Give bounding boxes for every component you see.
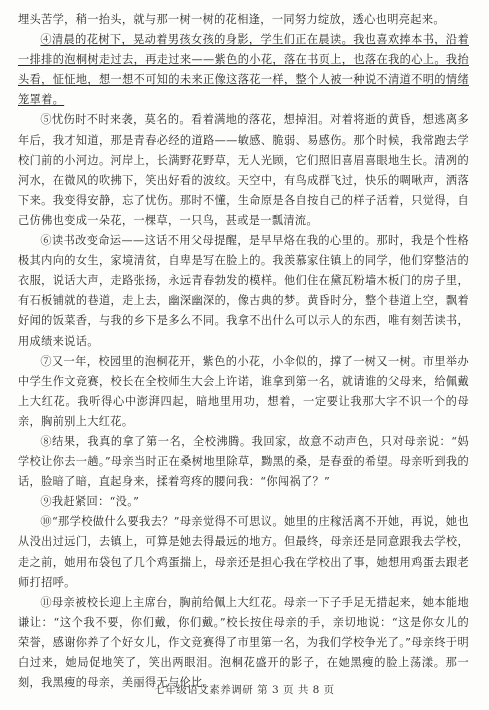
paragraph-text: ⑨我赶紧回：“没。” — [40, 495, 140, 509]
page-footer: 七年级语文素养调研 第 3 页 共 8 页 — [154, 684, 335, 696]
paragraph-6 — [18, 231, 469, 352]
paragraph-text: ⑧结果，我真的拿了第一名，全校沸腾。我回家，故意不动声色，只对母亲说：“妈学校让你去一趟。”母亲当时正在桑树地里除草，黝黑的桑，是春蚕的希望。母亲听到我的话，脸暗了暗，直起身来，揉着弯疼的腰问我：“你闯祸了？” — [18, 434, 469, 489]
paragraph-8 — [18, 432, 469, 492]
paragraph-text: ⑦又一年，校园里的泡桐花开，紫色的小花，小伞似的，撑了一树又一树。市里举办中学生作文竞赛，校长在全校师生大会上许诺，谁拿到第一名，就请谁的父母来，给佩戴上大红花。我听得心中澎湃四起，暗地里用功，想着，一定要让我那大字不识一个的母亲，胸前别上大红花。 — [18, 354, 469, 428]
paragraph-continued — [18, 10, 469, 30]
paragraph-4 — [18, 30, 469, 110]
paragraph-text: ⑥读书改变命运——这话不用父母提醒，是早早烙在我的心里的。那时，我是个性格极其内向的女生，家境清贫，自卑是写在脸上的。我羡慕家住镇上的同学，他们穿整洁的衣服，说话大声，走路张扬，永远青春勃发的模样。他们住在黛瓦粉墙木板门的房子里，有石板铺就的巷道，走上去，幽深幽深的，像古典的梦。黄昏时分，整个巷道上空，飘着好闻的饭菜香，与我的乡下是多么不同。我拿不出什么可以示人的东西，唯有刻苦读书，用成绩来说话。 — [18, 234, 469, 348]
reading-passage — [18, 10, 469, 693]
paragraph-text: ⑩“那学校做什么要我去？”母亲觉得不可思议。她里的庄稼活离不开她，再说，她也从没出过远门，去镇上，可算是她去得最远的地方。但最终，母亲还是同意跟我去学校，走之前，她用布袋包了几个鸡蛋揣上，母亲还是担心我在学校出了事，她想用鸡蛋去跟老师打招呼。 — [18, 515, 469, 589]
paragraph-10 — [18, 512, 469, 592]
paragraph-7 — [18, 352, 469, 432]
paragraph-9 — [18, 492, 469, 512]
paragraph-5 — [18, 110, 469, 231]
paragraph-11 — [18, 593, 469, 693]
paragraph-text: ⑪母亲被校长迎上主席台，胸前给佩上大红花。母亲一下子手足无措起来，她本能地谦让：“这个我不要，你们戴，你们戴。”校长按住母亲的手，亲切地说：“这是你女儿的荣誉，感谢你养了个好女儿，作文竞赛得了市里第一名，为我们学校争光了。”母亲终于明白过来，她局促地笑了，笑出两眼泪。泡桐花盛开的影子，在她黑瘦的脸上荡漾。那一刻，我黑瘦的母亲，美丽得无与伦比。 — [18, 595, 469, 690]
paragraph-text: ④清晨的花树下，晃动着男孩女孩的身影，学生们正在晨读。我也喜欢捧本书，沿着一排排的泡桐树走过去，再走过来——紫色的小花，落在书页上，也落在我的心上。我抬头看，怔怔地，想一想不可知的未来正像这落花一样，整个人被一种说不清道不明的情绪笼罩着。 — [18, 33, 469, 107]
paragraph-text: 埋头苦学，稍一抬头，就与那一树一树的花相逢，一同努力绽放，透心也明亮起来。 — [18, 13, 445, 26]
paragraph-text: ⑤忧伤时不时来袭，莫名的。看着满地的落花，想掉泪。对着将逝的黄昏，想逃离多年后，我才知道，那是青春必经的道路——敏感、脆弱、易感伤。那个时候，我常跑去学校门前的小河边。河岸上，长满野花野草，无人光顾，它们照旧喜眉喜眼地生长。清冽的河水，在微风的吹拂下，笑出好看的波纹。天空中，有鸟成群飞过，快乐的啁啾声，洒落下来。我变得安静，忘了忧伤。那时不懂，生命原是各自按自己的样子活着，只觉得，自己仿佛也变成一朵花，一棵草，一只鸟，甚或是一瓢清流。 — [18, 113, 469, 227]
